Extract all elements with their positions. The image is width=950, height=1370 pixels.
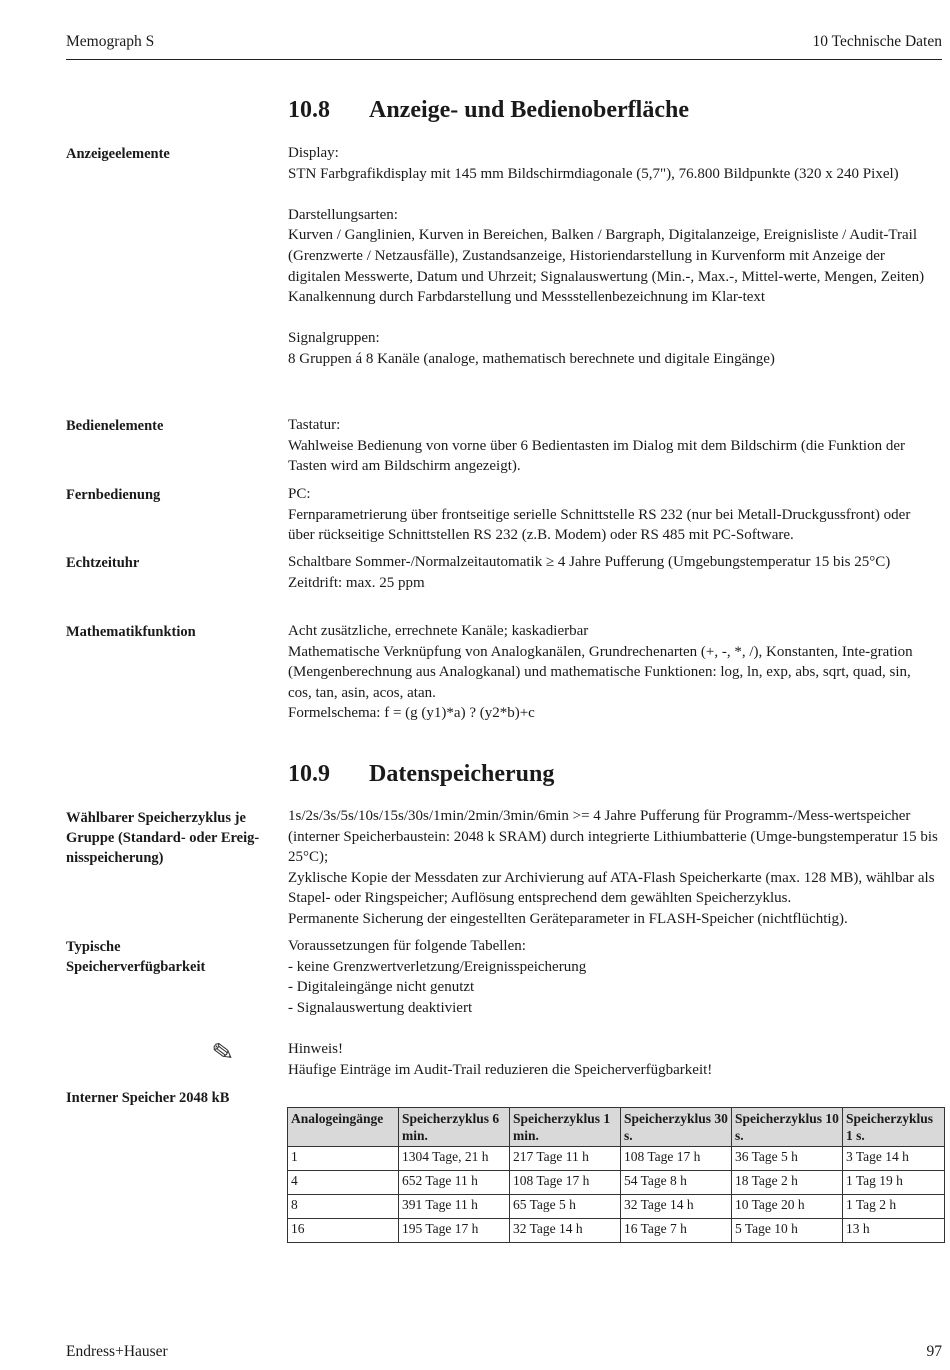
table-cell: 36 Tage 5 h <box>732 1147 843 1171</box>
table-cell: 16 Tage 7 h <box>621 1219 732 1243</box>
text-line: STN Farbgrafikdisplay mit 145 mm Bildschirmdiagonale (5,7"), 76.800 Bildpunkte (320 x 240 Pixel) <box>288 165 899 182</box>
table-cell: 10 Tage 20 h <box>732 1195 843 1219</box>
text-bedienelemente <box>288 415 938 477</box>
table-cell: 16 <box>288 1219 399 1243</box>
note-title: Hinweis! <box>288 1041 343 1057</box>
table-cell: 65 Tage 5 h <box>510 1195 621 1219</box>
text-line: Display: <box>288 145 339 161</box>
text-speicherzyklus <box>288 806 938 930</box>
table-cell: 32 Tage 14 h <box>621 1195 732 1219</box>
table-cell: 1 Tag 2 h <box>843 1195 945 1219</box>
table-header-cell: Speicherzyklus 1 min. <box>510 1108 621 1147</box>
table-cell: 391 Tage 11 h <box>399 1195 510 1219</box>
text-echtzeituhr <box>288 552 938 593</box>
table-row <box>288 1219 945 1243</box>
text-line: PC: <box>288 486 311 502</box>
table-cell: 1 <box>288 1147 399 1171</box>
table-cell: 5 Tage 10 h <box>732 1219 843 1243</box>
text-line: Schaltbare Sommer-/Normalzeitautomatik ≥ 4 Jahre Pufferung (Umgebungstemperatur 15 bis 25°C) <box>288 554 891 570</box>
table-cell: 32 Tage 14 h <box>510 1219 621 1243</box>
storage-table <box>287 1107 945 1243</box>
table-cell: 108 Tage 17 h <box>621 1147 732 1171</box>
text-line: 8 Gruppen á 8 Kanäle (analoge, mathematisch berechnete und digitale Eingänge) <box>288 350 775 367</box>
table-cell: 54 Tage 8 h <box>621 1171 732 1195</box>
text-mathematikfunktion <box>288 621 938 724</box>
section-number: 10.9 <box>288 761 330 787</box>
text-line: Signalgruppen: <box>288 330 380 347</box>
text-line: 1s/2s/3s/5s/10s/15s/30s/1min/2min/3min/6min >= 4 Jahre Pufferung für Programm-/Mess-wertspeicher (interner Speicherbaustein: 2048 k SRAM) durch integrierte Lithiumbatterie (Umge-bungstemperatur 15 bis 25°C); <box>288 808 938 866</box>
text-line: - keine Grenzwertverletzung/Ereignisspeicherung <box>288 958 587 975</box>
table-header-cell: Analogeingänge <box>288 1108 399 1147</box>
table-header-cell: Speicherzyklus 30 s. <box>621 1108 732 1147</box>
text-line: Permanente Sicherung der eingestellten Geräteparameter in FLASH-Speicher (nichtflüchtig). <box>288 910 848 927</box>
table-cell: 1304 Tage, 21 h <box>399 1147 510 1171</box>
text-line: Voraussetzungen für folgende Tabellen: <box>288 938 526 954</box>
text-speicherverfuegbarkeit <box>288 936 938 1018</box>
section-title: Datenspeicherung <box>369 761 555 787</box>
page-number: 97 <box>926 1343 942 1360</box>
label-interner-speicher: Interner Speicher 2048 kB <box>66 1090 230 1106</box>
label-anzeigeelemente: Anzeigeelemente <box>66 146 170 162</box>
text-line: Wahlweise Bedienung von vorne über 6 Bedientasten im Dialog mit dem Bildschirm (die Funktion der Tasten wird am Bildschirm angezeigt). <box>288 437 906 475</box>
label-speicherzyklus: Wählbarer Speicherzyklus je Gruppe (Standard- oder Ereig-nisspeicherung) <box>66 810 260 866</box>
text-line: Kurven / Ganglinien, Kurven in Bereichen, Balken / Bargraph, Digitalanzeige, Ereignisliste / Audit-Trail (Grenzwerte / Netzausfälle), Zustandsanzeige, Historiendarstellung in Kurvenform mit Anzeige der digitalen Messwerte, Datum und Uhrzeit; Signalauswertung (Min.-, Max.-, Mittel-werte, Mengen, Zeiten) Kanalkennung durch Farbdarstellung und Messstellenbezeichnung im Klar-text <box>288 227 925 306</box>
running-header-right: 10 Technische Daten <box>812 33 942 50</box>
table-cell: 217 Tage 11 h <box>510 1147 621 1171</box>
table-cell: 652 Tage 11 h <box>399 1171 510 1195</box>
note-text <box>288 1039 938 1080</box>
table-row <box>288 1147 945 1171</box>
table-cell: 1 Tag 19 h <box>843 1171 945 1195</box>
running-header-left: Memograph S <box>66 33 155 50</box>
text-fernbedienung <box>288 484 938 546</box>
table-cell: 108 Tage 17 h <box>510 1171 621 1195</box>
header-rule <box>66 59 942 60</box>
label-mathematikfunktion: Mathematikfunktion <box>66 624 196 640</box>
text-anzeigeelemente <box>288 143 938 370</box>
table-cell: 4 <box>288 1171 399 1195</box>
table-cell: 8 <box>288 1195 399 1219</box>
text-line: Zyklische Kopie der Messdaten zur Archivierung auf ATA-Flash Speicherkarte (max. 128 MB), wählbar als Stapel- oder Ringspeicher; Auflösung entsprechend dem gewählten Speicherzyklus. <box>288 869 935 907</box>
text-line: - Digitaleingänge nicht genutzt <box>288 979 475 996</box>
section-title: Anzeige- und Bedienoberfläche <box>369 97 689 123</box>
text-line: Acht zusätzliche, errechnete Kanäle; kaskadierbar <box>288 623 589 639</box>
table-header-row <box>288 1108 945 1147</box>
table-header-cell: Speicherzyklus 10 s. <box>732 1108 843 1147</box>
table-row <box>288 1195 945 1219</box>
table-cell: 18 Tage 2 h <box>732 1171 843 1195</box>
text-line: Tastatur: <box>288 417 341 433</box>
table-header-cell: Speicherzyklus 6 min. <box>399 1108 510 1147</box>
pencil-note-icon: ✎ <box>210 1036 236 1070</box>
footer-brand: Endress+Hauser <box>66 1343 168 1360</box>
table-row <box>288 1171 945 1195</box>
table-cell: 3 Tage 14 h <box>843 1147 945 1171</box>
label-bedienelemente: Bedienelemente <box>66 418 164 434</box>
label-speicherverfuegbarkeit: Typische Speicherverfügbarkeit <box>66 939 206 975</box>
table-header-cell: Speicherzyklus 1 s. <box>843 1108 945 1147</box>
text-line: Fernparametrierung über frontseitige serielle Schnittstelle RS 232 (nur bei Metall-Druckgussfront) oder über rückseitige Schnittstellen RS 232 (z.B. Modem) oder RS 485 mit PC-Software. <box>288 506 911 544</box>
text-line: Formelschema: f = (g (y1)*a) ? (y2*b)+c <box>288 705 535 722</box>
label-echtzeituhr: Echtzeituhr <box>66 555 140 571</box>
table-cell: 13 h <box>843 1219 945 1243</box>
table-cell: 195 Tage 17 h <box>399 1219 510 1243</box>
text-line: - Signalauswertung deaktiviert <box>288 999 473 1016</box>
text-line: Mathematische Verknüpfung von Analogkanälen, Grundrechenarten (+, -, *, /), Konstanten, Inte-gration (Mengenberechnung aus Analogkanal) und mathematische Funktionen: log, ln, exp, abs, sqrt, quad, sin, cos, tan, asin, acos, atan. <box>288 643 913 701</box>
section-number: 10.8 <box>288 97 330 123</box>
section-heading-10-9 <box>288 761 554 788</box>
text-line: Darstellungsarten: <box>288 206 398 223</box>
section-heading-10-8 <box>288 97 689 124</box>
note-body: Häufige Einträge im Audit-Trail reduzieren die Speicherverfügbarkeit! <box>288 1061 713 1078</box>
text-line: Zeitdrift: max. 25 ppm <box>288 574 425 591</box>
label-fernbedienung: Fernbedienung <box>66 487 161 503</box>
